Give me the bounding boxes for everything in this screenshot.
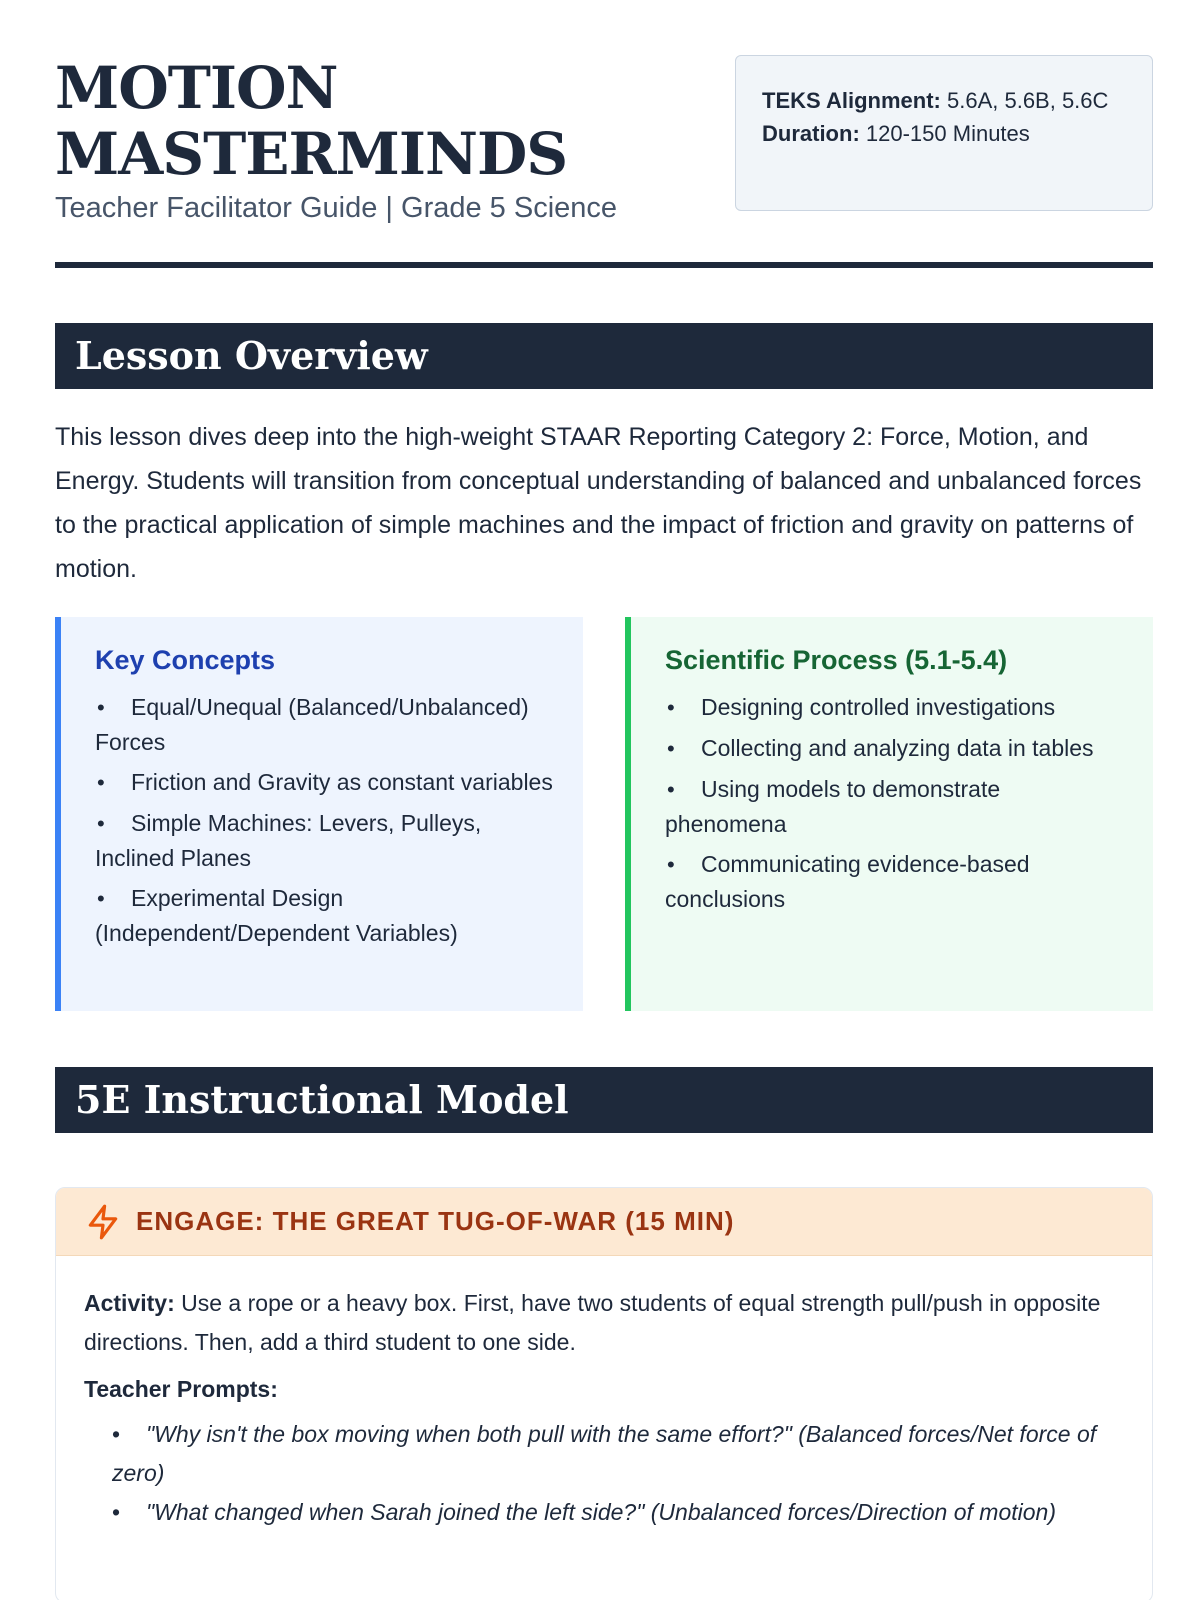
lesson-meta-box [735,55,1153,211]
teks-label: TEKS Alignment: [762,88,941,113]
list-item: • Simple Machines: Levers, Pulleys, Inclined Planes [95,806,557,875]
page-title: MOTION MASTERMINDS [55,54,568,188]
list-item: • Using models to demonstrate phenomena [665,772,1127,841]
teacher-prompts-list [84,1415,1124,1532]
key-concepts-box [55,617,583,1011]
teks-value: 5.6A, 5.6B, 5.6C [946,88,1109,113]
list-item: • Designing controlled investigations [665,690,1127,725]
duration-label: Duration: [762,121,860,146]
section-heading-5e-model: 5E Instructional Model [55,1067,1153,1133]
list-item: • Equal/Unequal (Balanced/Unbalanced) Forces [95,690,557,759]
activity-text: Use a rope or a heavy box. First, have two students of equal strength pull/push in opposite directions. Then, add a third student to one side. [84,1290,1101,1355]
engage-card [55,1187,1153,1600]
key-concepts-list [95,690,557,950]
list-item: • Friction and Gravity as constant variables [95,765,557,800]
activity-paragraph [84,1284,1124,1362]
list-item: • Experimental Design (Independent/Dependent Variables) [95,881,557,950]
page-subtitle: Teacher Facilitator Guide | Grade 5 Science [55,192,618,224]
document-header [55,55,1153,270]
engage-card-header [56,1188,1152,1256]
overview-paragraph: This lesson dives deep into the high-weight STAAR Reporting Category 2: Force, Motion, and Energy. Students will transition from conceptual understanding of balanced and unbalanced forces to the practical application of simple machines and the impact of friction and gravity on patterns of motion. [55,423,1142,583]
teacher-prompts-label: Teacher Prompts: [84,1376,278,1402]
list-item: • "What changed when Sarah joined the left side?" (Unbalanced forces/Direction of motion) [112,1493,1124,1532]
duration-value: 120-150 Minutes [865,121,1030,146]
teks-line [762,84,1126,117]
lightning-icon [84,1203,122,1241]
list-item: • Collecting and analyzing data in tables [665,731,1127,766]
engage-card-body [56,1256,1152,1532]
section-heading-overview: Lesson Overview [55,323,1153,389]
list-item: • "Why isn't the box moving when both pull with the same effort?" (Balanced forces/Net force of zero) [112,1415,1124,1493]
key-concepts-title: Key Concepts [95,645,276,675]
engage-title: ENGAGE: THE GREAT TUG-OF-WAR (15 MIN) [136,1206,735,1236]
activity-label: Activity: [84,1290,175,1316]
header-divider [55,262,1153,268]
duration-line [762,117,1126,150]
scientific-process-title: Scientific Process (5.1-5.4) [665,645,1008,675]
list-item: • Communicating evidence-based conclusions [665,847,1127,916]
scientific-process-box [625,617,1153,1011]
scientific-process-list [665,690,1127,916]
